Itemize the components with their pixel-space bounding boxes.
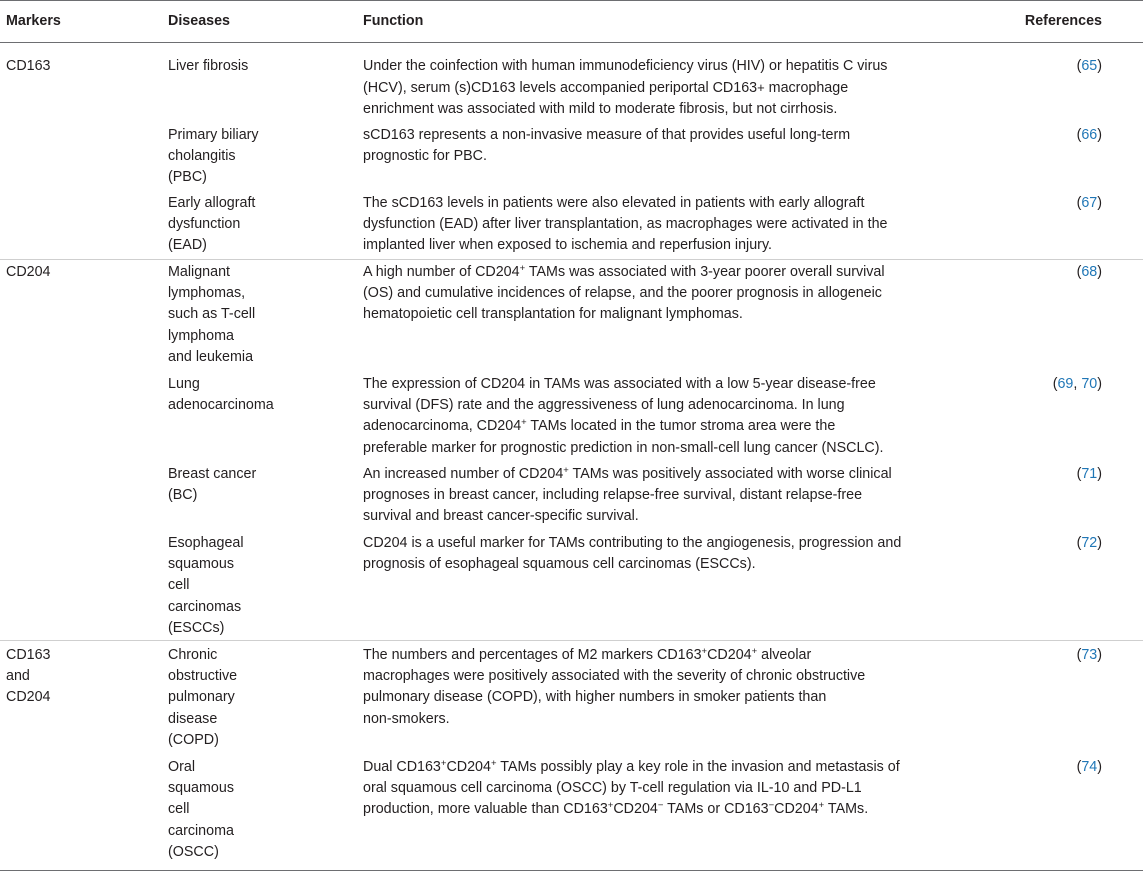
row-marker: CD163 and CD204 — [6, 647, 51, 706]
row-disease: Primary biliary cholangitis (PBC) — [168, 127, 259, 186]
row-references: (71) — [1076, 466, 1102, 482]
row-function: sCD163 represents a non-invasive measure of that provides useful long-term prognostic for PBC. — [363, 127, 851, 165]
row-references: (67) — [1076, 195, 1102, 211]
row-disease: Breast cancer (BC) — [168, 466, 257, 504]
reference-link[interactable]: 69 — [1057, 376, 1074, 392]
reference-link[interactable]: 72 — [1081, 535, 1098, 551]
reference-link[interactable]: 65 — [1081, 58, 1098, 74]
row-references: (73) — [1076, 647, 1102, 663]
header-references: References — [1024, 13, 1102, 29]
header-diseases: Diseases — [168, 13, 231, 29]
row-function: The sCD163 levels in patients were also elevated in patients with early allograft dysfunction (EAD) after liver transplantation, as macrophages were activated in the implanted liver when exposed to ischemia and reperfusion injury. — [363, 195, 888, 254]
row-disease: Malignant lymphomas, such as T-cell lymphoma and leukemia — [168, 264, 256, 365]
row-function: CD204 is a useful marker for TAMs contributing to the angiogenesis, progression and prognosis of esophageal squamous cell carcinomas (ESCCs). — [363, 535, 902, 573]
table-bottom-rule — [0, 870, 1143, 871]
group-divider — [0, 259, 1143, 260]
row-marker: CD163 — [6, 58, 51, 74]
row-disease: Chronic obstructive pulmonary disease (COPD) — [168, 647, 238, 748]
header-function: Function — [363, 13, 424, 29]
row-function: The expression of CD204 in TAMs was associated with a low 5-year disease-free survival (DFS) rate and the aggressiveness of lung adenocarcinoma. In lung adenocarcinoma, CD204+ TAMs located in the tumor stroma area were the preferable marker for prognostic prediction in non-small-cell lung cancer (NSCLC). — [363, 376, 884, 456]
reference-link[interactable]: 67 — [1081, 195, 1098, 211]
reference-link[interactable]: 73 — [1081, 647, 1098, 663]
row-disease: Liver fibrosis — [168, 58, 249, 74]
header-markers: Markers — [6, 13, 61, 29]
header-bottom-rule — [0, 42, 1143, 43]
row-references: (68) — [1076, 264, 1102, 280]
row-function: Dual CD163+CD204+ TAMs possibly play a key role in the invasion and metastasis of oral squamous cell carcinoma (OSCC) by T-cell regulation via IL-10 and PD-L1 production, more valuable than CD163+CD204− TAMs or CD163−CD204+ TAMs. — [363, 758, 900, 818]
reference-link[interactable]: 71 — [1081, 466, 1098, 482]
row-references: (69, 70) — [1052, 376, 1102, 392]
group-divider — [0, 640, 1143, 641]
row-disease: Lung adenocarcinoma — [168, 376, 274, 414]
row-references: (72) — [1076, 535, 1102, 551]
row-references: (65) — [1076, 58, 1102, 74]
reference-link[interactable]: 68 — [1081, 264, 1098, 280]
table-top-rule — [0, 0, 1143, 1]
row-function: Under the coinfection with human immunodeficiency virus (HIV) or hepatitis C virus (HCV), serum (s)CD163 levels accompanied periportal CD163+ macrophage enrichment was associated with mild to moderate fibrosis, but not cirrhosis. — [363, 58, 888, 118]
row-references: (74) — [1076, 759, 1102, 775]
row-marker: CD204 — [6, 264, 51, 280]
row-disease: Oral squamous cell carcinoma (OSCC) — [168, 759, 234, 860]
row-disease: Esophageal squamous cell carcinomas (ESCCs) — [168, 535, 244, 636]
reference-link[interactable]: 74 — [1081, 759, 1098, 775]
reference-link[interactable]: 70 — [1081, 376, 1098, 392]
row-disease: Early allograft dysfunction (EAD) — [168, 195, 256, 254]
row-function: The numbers and percentages of M2 markers CD163+CD204+ alveolar macrophages were positively associated with the severity of chronic obstructive pulmonary disease (COPD), with higher numbers in smoker patients than non-smokers. — [363, 646, 866, 727]
reference-link[interactable]: 66 — [1081, 127, 1098, 143]
row-function: An increased number of CD204+ TAMs was positively associated with worse clinical prognoses in breast cancer, including relapse-free survival, distant relapse-free survival and breast cancer-specific survival. — [363, 465, 892, 525]
row-references: (66) — [1076, 127, 1102, 143]
row-function: A high number of CD204+ TAMs was associated with 3-year poorer overall survival (OS) and cumulative incidences of relapse, and the poorer prognosis in allogeneic hematopoietic cell transplantation for malignant lymphomas. — [363, 263, 885, 323]
